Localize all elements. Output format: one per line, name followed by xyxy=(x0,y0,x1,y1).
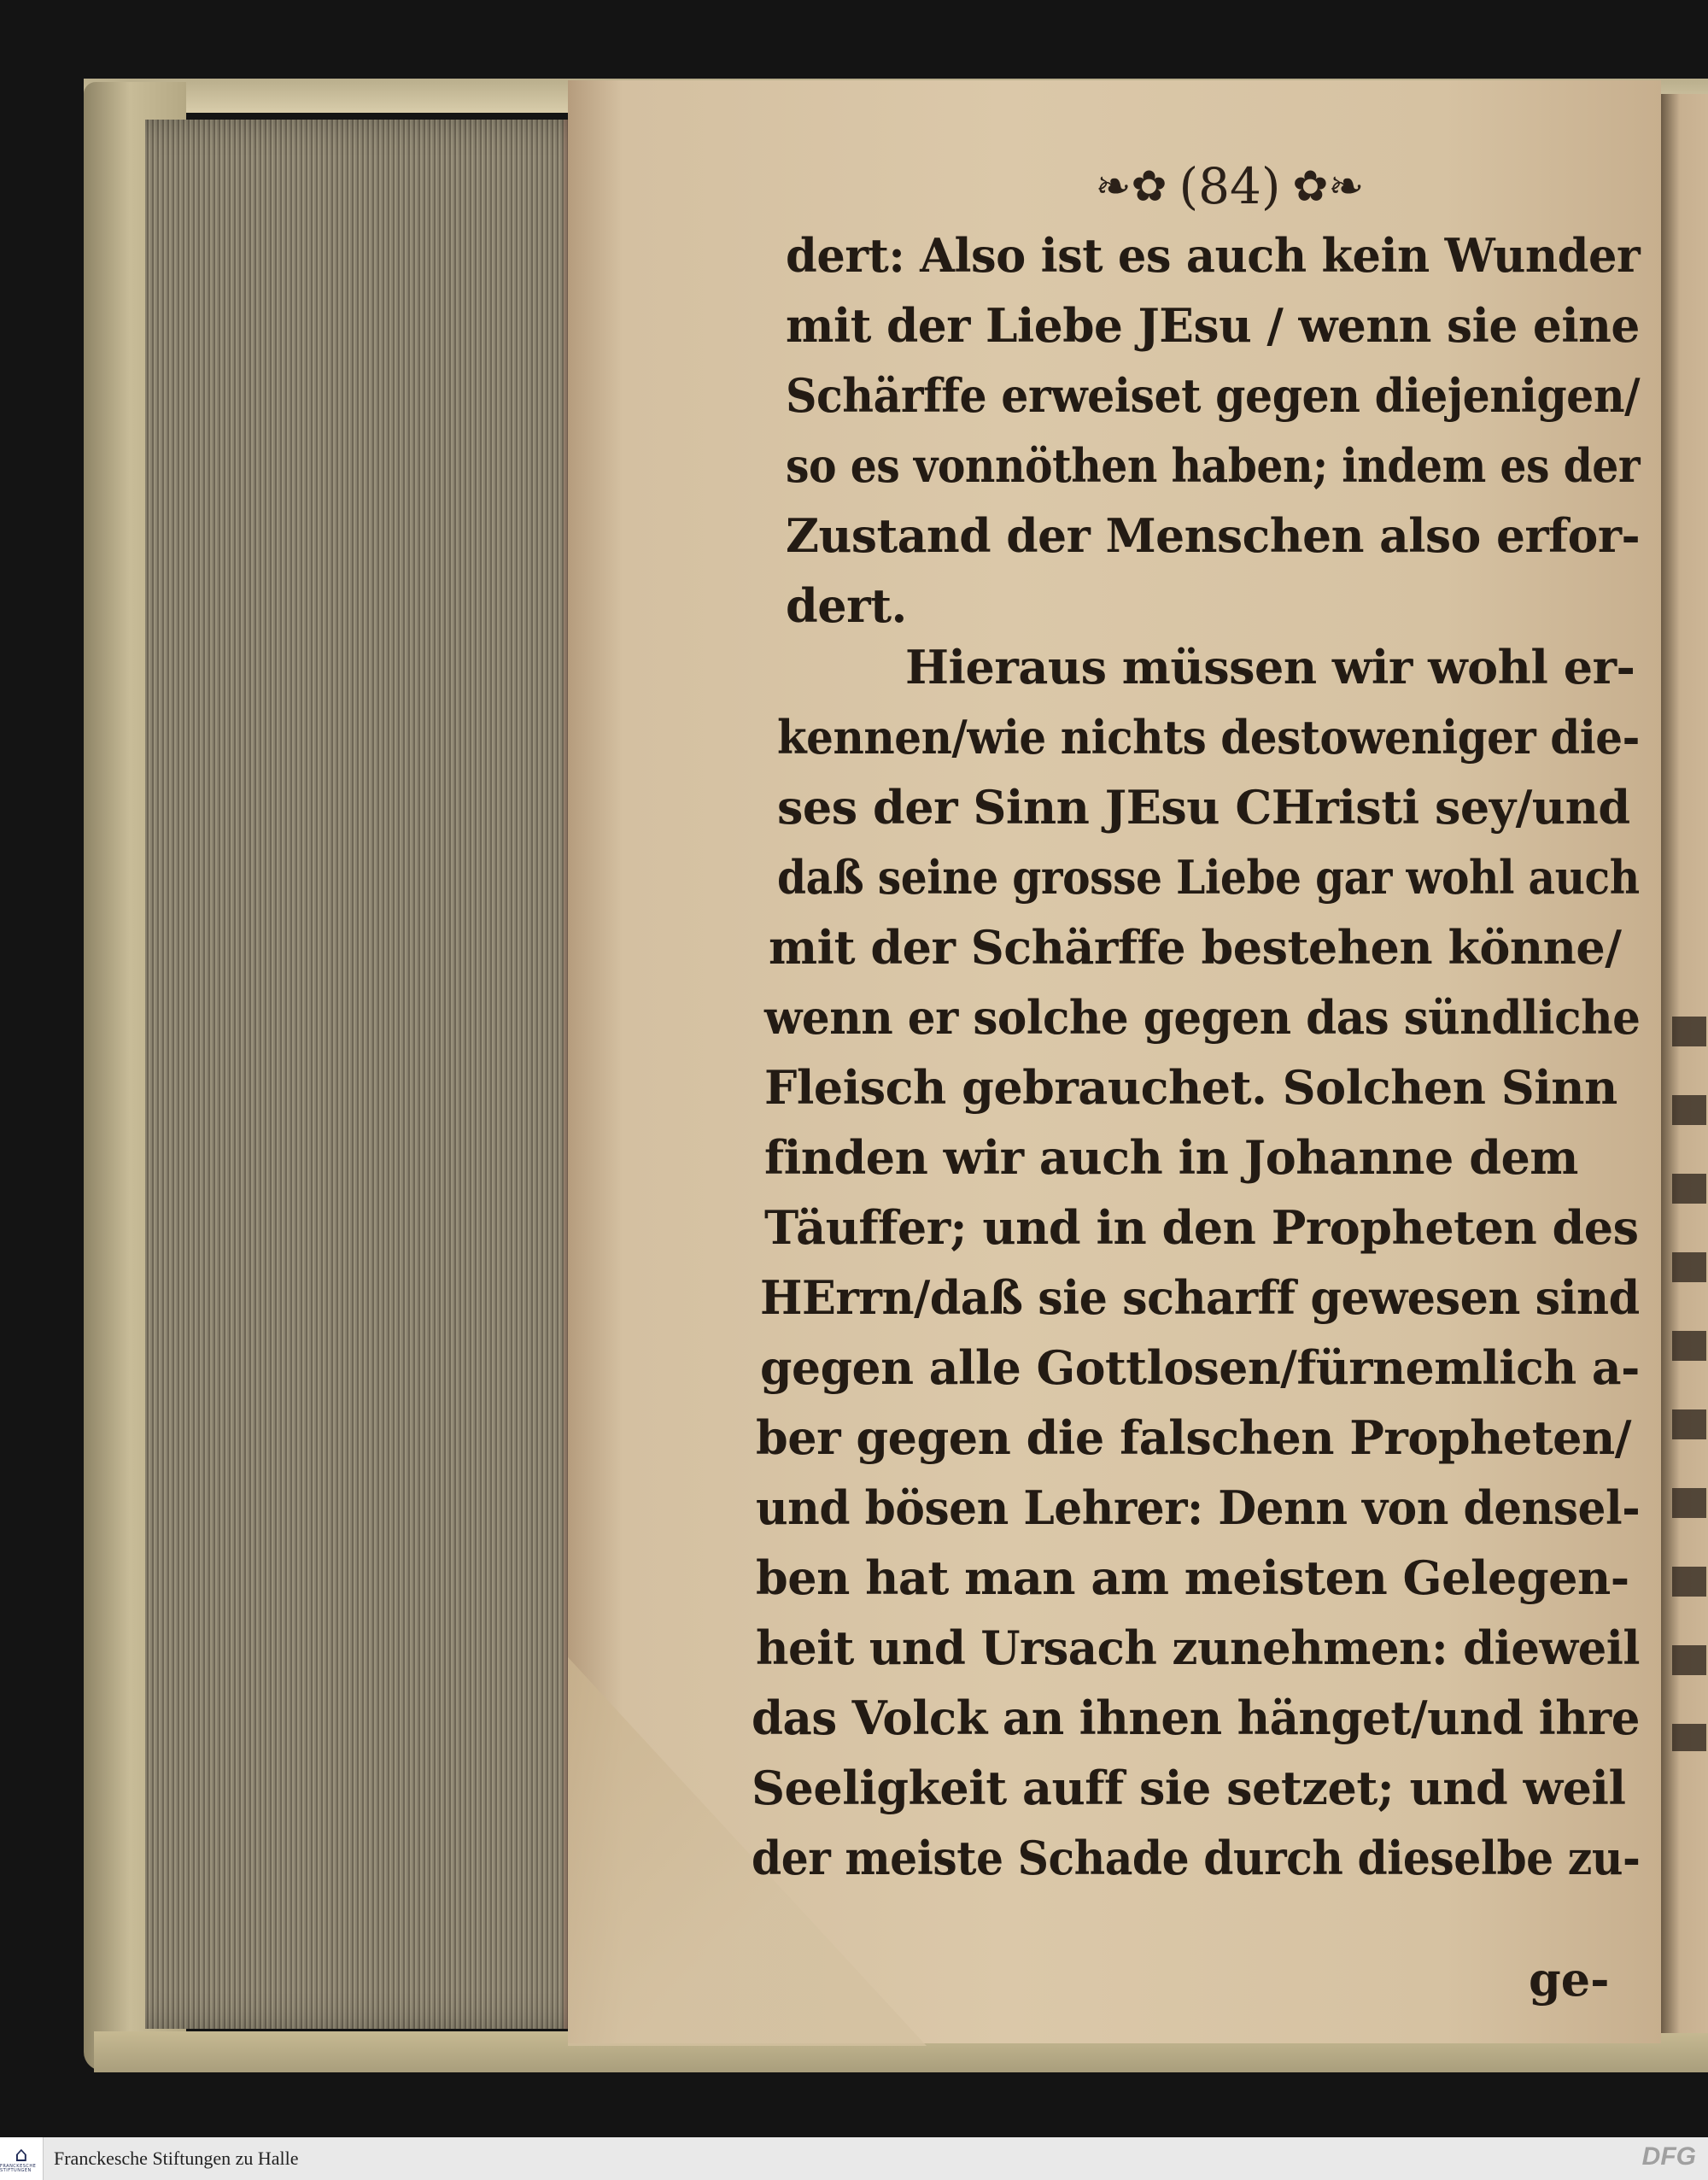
text-line: heit und Ursach zunehmen: dieweil xyxy=(756,1620,1641,1675)
building-icon: ⌂ xyxy=(15,2142,28,2166)
facing-page-text-fragment xyxy=(1672,982,1706,1751)
text-line: Hieraus müssen wir wohl er- xyxy=(905,640,1635,694)
text-line: ses der Sinn JEsu CHristi sey/und xyxy=(777,780,1630,835)
ornament-right-icon: ✿❧ xyxy=(1292,161,1365,211)
text-line: so es vonnöthen haben; indem es der xyxy=(786,438,1641,493)
logo-label: FRANCKESCHE STIFTUNGEN xyxy=(0,2164,37,2173)
institution-logo xyxy=(0,2137,44,2180)
ornament-left-icon: ❧✿ xyxy=(1095,161,1167,211)
text-line: mit der Schärffe bestehen könne/ xyxy=(769,920,1622,975)
text-line: finden wir auch in Johanne dem xyxy=(764,1130,1578,1185)
text-line: dert: Also ist es auch kein Wunder xyxy=(786,228,1641,283)
text-line: Täuffer; und in den Propheten des xyxy=(764,1200,1639,1255)
institution-name: Franckesche Stiftungen zu Halle xyxy=(54,2148,299,2169)
text-line: Seeligkeit auff sie setzet; und weil xyxy=(752,1761,1626,1815)
text-line: Fleisch gebrauchet. Solchen Sinn xyxy=(764,1060,1617,1115)
text-line: HErrn/daß sie scharff gewesen sind xyxy=(760,1270,1640,1325)
page-header xyxy=(1059,152,1401,220)
text-line: dert. xyxy=(786,578,907,633)
text-line: wenn er solche gegen das sündliche xyxy=(764,990,1641,1045)
page-block-edges xyxy=(145,120,623,2029)
text-line: ben hat man am meisten Gelegen- xyxy=(756,1550,1629,1605)
text-line: Schärffe erweiset gegen diejenigen/ xyxy=(786,368,1641,423)
page-number: (84) xyxy=(1179,157,1281,215)
text-line: mit der Liebe JEsu / wenn sie eine xyxy=(786,298,1640,353)
text-line: der meiste Schade durch dieselbe zu- xyxy=(752,1831,1641,1885)
text-line: kennen/wie nichts destoweniger die- xyxy=(777,710,1640,765)
text-line: gegen alle Gottlosen/fürnemlich a- xyxy=(760,1340,1640,1395)
page-text-block xyxy=(752,228,1641,1911)
text-line: das Volck an ihnen hänget/und ihre xyxy=(752,1691,1640,1745)
text-line: und bösen Lehrer: Denn von densel- xyxy=(756,1480,1641,1535)
catchword: ge- xyxy=(1529,1952,1610,2007)
text-line: Zustand der Menschen also erfor- xyxy=(786,508,1641,563)
dfg-logo: DFG xyxy=(1641,2142,1696,2171)
viewer-footer xyxy=(0,2137,1708,2180)
text-line: daß seine grosse Liebe gar wohl auch xyxy=(777,850,1640,905)
text-line: ber gegen die falschen Propheten/ xyxy=(756,1410,1632,1465)
